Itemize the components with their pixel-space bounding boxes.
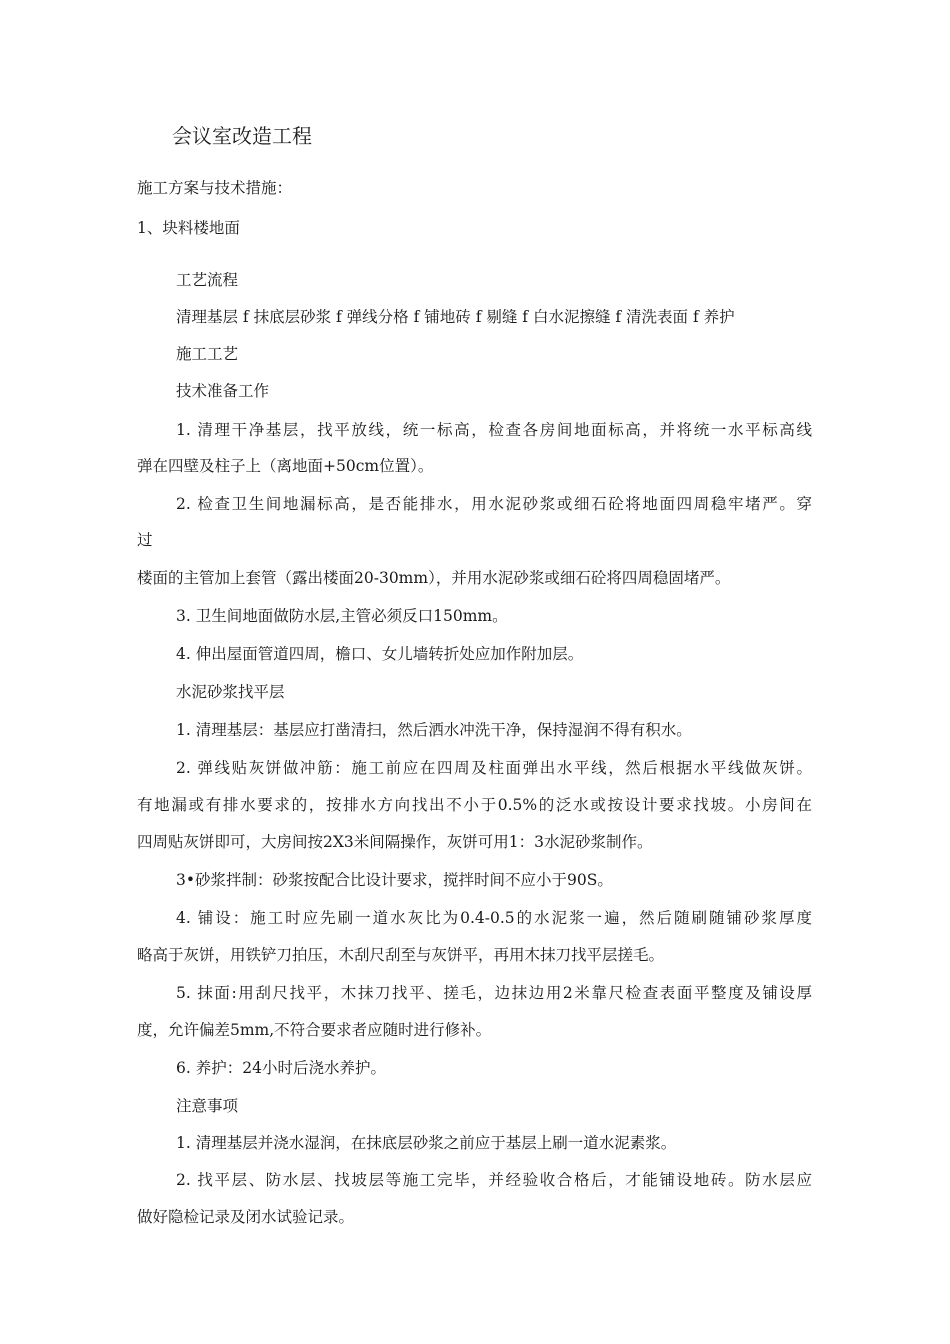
paragraph-line: 5. 抹面:用刮尺找平，木抹刀找平、搓毛，边抹边用2米靠尺检查表面平整度及铺设厚 (176, 984, 812, 1002)
subheading-notes: 注意事项 (176, 1097, 239, 1115)
subheading-tech-prep: 技术准备工作 (176, 382, 270, 400)
paragraph-line: 过 (137, 531, 153, 549)
paragraph-line: 弹在四壁及柱子上（离地面+50cm位置）。 (137, 457, 434, 475)
subheading-process: 工艺流程 (176, 271, 239, 289)
paragraph-line: 度，允许偏差5mm,不符合要求者应随时进行修补。 (137, 1021, 492, 1039)
paragraph-line: 2. 弹线贴灰饼做冲筋：施工前应在四周及柱面弹出水平线，然后根据水平线做灰饼。 (176, 759, 812, 777)
subheading-construction: 施工工艺 (176, 345, 239, 363)
paragraph-line: 有地漏或有排水要求的，按排水方向找出不小于0.5%的泛水或按设计要求找坡。小房间在 (137, 796, 812, 814)
intro-line: 施工方案与技术措施： (137, 179, 293, 197)
paragraph-line: 4. 伸出屋面管道四周，檐口、女儿墙转折处应加作附加层。 (176, 645, 584, 663)
paragraph-line: 2. 找平层、防水层、找坡层等施工完毕，并经验收合格后，才能铺设地砖。防水层应 (176, 1171, 812, 1189)
paragraph-line: 楼面的主管加上套管（露出楼面20-30mm），并用水泥砂浆或细石砼将四周稳固堵严。 (137, 569, 731, 587)
paragraph-line: 四周贴灰饼即可，大房间按2X3米间隔操作，灰饼可用1：3水泥砂浆制作。 (137, 833, 653, 851)
paragraph-line: 3•砂浆拌制：砂浆按配合比设计要求，搅拌时间不应小于90S。 (176, 871, 613, 889)
process-flow: 清理基层 f 抹底层砂浆 f 弹线分格 f 铺地砖 f 剔缝 f 白水泥擦缝 f 清洗表面 f 养护 (176, 308, 735, 326)
document-title: 会议室改造工程 (172, 124, 312, 148)
paragraph-line: 4. 铺设：施工时应先刷一道水灰比为0.4-0.5的水泥浆一遍，然后随刷随铺砂浆厚度 (176, 909, 812, 927)
paragraph-line: 略高于灰饼，用铁铲刀拍压，木刮尺刮至与灰饼平，再用木抹刀找平层搓毛。 (137, 946, 665, 964)
section-heading: 1、块料楼地面 (137, 219, 240, 237)
paragraph-line: 2. 检查卫生间地漏标高，是否能排水，用水泥砂浆或细石砼将地面四周稳牢堵严。穿 (176, 495, 812, 513)
subheading-mortar: 水泥砂浆找平层 (176, 683, 285, 701)
paragraph-line: 3. 卫生间地面做防水层,主管必须反口150mm。 (176, 607, 508, 625)
paragraph-line: 1. 清理基层：基层应打凿清扫，然后洒水冲洗干净，保持湿润不得有积水。 (176, 721, 692, 739)
paragraph-line: 6. 养护：24小时后浇水养护。 (176, 1059, 386, 1077)
paragraph-line: 做好隐检记录及闭水试验记录。 (137, 1208, 355, 1226)
paragraph-line: 1. 清理干净基层，找平放线，统一标高，检查各房间地面标高，并将统一水平标高线 (176, 421, 812, 439)
paragraph-line: 1. 清理基层并浇水湿润，在抹底层砂浆之前应于基层上刷一道水泥素浆。 (176, 1134, 677, 1152)
